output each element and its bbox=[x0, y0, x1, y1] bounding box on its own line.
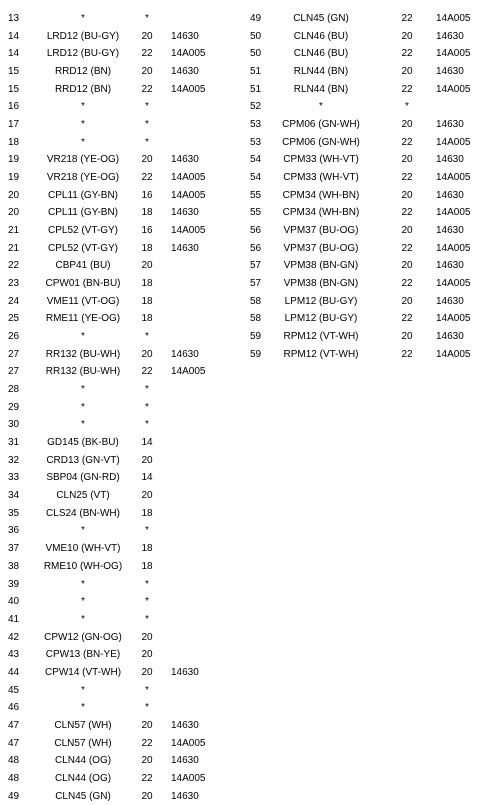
circuit-name: CPM33 (WH-VT) bbox=[283, 154, 359, 166]
wire-gauge: 20 bbox=[401, 295, 413, 307]
part-number: 14A005 bbox=[436, 313, 471, 325]
pin-number: 21 bbox=[8, 242, 20, 254]
pin-number: 21 bbox=[8, 225, 20, 237]
part-number: 14630 bbox=[171, 30, 199, 42]
circuit-name: RME11 (YE-OG) bbox=[45, 313, 121, 325]
pin-number: 47 bbox=[8, 719, 20, 731]
wire-gauge: 22 bbox=[401, 348, 413, 360]
pin-number: 57 bbox=[250, 278, 262, 290]
circuit-name: VPM37 (BU-OG) bbox=[283, 242, 359, 254]
circuit-name: * bbox=[81, 419, 85, 431]
wire-gauge: 18 bbox=[141, 295, 153, 307]
circuit-name: RPM12 (VT-WH) bbox=[283, 331, 359, 343]
wire-gauge: 18 bbox=[141, 242, 153, 254]
circuit-name: LRD12 (BU-GY) bbox=[46, 30, 120, 42]
part-number: 14A005 bbox=[171, 172, 206, 184]
pin-number: 19 bbox=[8, 154, 20, 166]
circuit-name: RR132 (BU-WH) bbox=[45, 366, 121, 378]
circuit-name: RR132 (BU-WH) bbox=[45, 348, 121, 360]
circuit-name: CLN57 (WH) bbox=[54, 719, 112, 731]
circuit-name: CPL52 (VT-GY) bbox=[47, 225, 119, 237]
circuit-name: VR218 (YE-OG) bbox=[46, 154, 120, 166]
circuit-name: * bbox=[81, 119, 85, 131]
circuit-name: * bbox=[81, 578, 85, 590]
circuit-name: CPL11 (GY-BN) bbox=[47, 189, 119, 201]
pin-number: 55 bbox=[250, 189, 262, 201]
pin-number: 27 bbox=[8, 348, 20, 360]
pin-number: 46 bbox=[8, 702, 20, 714]
part-number: 14A005 bbox=[171, 772, 206, 784]
part-number: 14630 bbox=[436, 260, 464, 272]
circuit-name: CRD13 (GN-VT) bbox=[46, 454, 120, 466]
circuit-name: * bbox=[81, 136, 85, 148]
part-number: 14A005 bbox=[436, 207, 471, 219]
pin-number: 25 bbox=[8, 313, 20, 325]
pin-number: 23 bbox=[8, 278, 20, 290]
pin-number: 53 bbox=[250, 119, 262, 131]
wire-gauge: 18 bbox=[141, 278, 153, 290]
pin-number: 14 bbox=[8, 30, 20, 42]
pin-number: 55 bbox=[250, 207, 262, 219]
pin-number: 50 bbox=[250, 48, 262, 60]
circuit-name: RLN44 (BN) bbox=[293, 66, 349, 78]
part-number: 14630 bbox=[171, 790, 199, 802]
wire-gauge: 14 bbox=[141, 472, 153, 484]
wire-gauge: 20 bbox=[401, 154, 413, 166]
circuit-name: * bbox=[81, 702, 85, 714]
pin-number: 54 bbox=[250, 172, 262, 184]
wire-gauge: 22 bbox=[401, 83, 413, 95]
pin-number: 15 bbox=[8, 66, 20, 78]
pin-number: 34 bbox=[8, 490, 20, 502]
wire-gauge: 22 bbox=[401, 313, 413, 325]
circuit-name: CLN25 (VT) bbox=[56, 490, 110, 502]
part-number: 14630 bbox=[436, 66, 464, 78]
wire-gauge: 20 bbox=[401, 119, 413, 131]
wire-gauge: * bbox=[145, 119, 149, 131]
pin-number: 51 bbox=[250, 83, 262, 95]
pin-number: 37 bbox=[8, 543, 20, 555]
circuit-name: * bbox=[81, 401, 85, 413]
wire-gauge: * bbox=[145, 578, 149, 590]
wire-gauge: 22 bbox=[401, 242, 413, 254]
wire-gauge: 22 bbox=[141, 772, 153, 784]
pin-number: 29 bbox=[8, 401, 20, 413]
circuit-name: VPM38 (BN-GN) bbox=[283, 278, 359, 290]
wire-gauge: 22 bbox=[401, 278, 413, 290]
wire-gauge: 22 bbox=[141, 737, 153, 749]
pin-number: 56 bbox=[250, 242, 262, 254]
wire-gauge: 20 bbox=[401, 225, 413, 237]
part-number: 14A005 bbox=[436, 278, 471, 290]
circuit-name: * bbox=[81, 596, 85, 608]
part-number: 14A005 bbox=[171, 225, 206, 237]
wire-gauge: 20 bbox=[141, 631, 153, 643]
pin-number: 18 bbox=[8, 136, 20, 148]
pin-number: 38 bbox=[8, 560, 20, 572]
part-number: 14630 bbox=[436, 331, 464, 343]
part-number: 14630 bbox=[171, 719, 199, 731]
wire-gauge: 20 bbox=[141, 790, 153, 802]
part-number: 14A005 bbox=[436, 172, 471, 184]
circuit-name: * bbox=[81, 331, 85, 343]
pin-number: 49 bbox=[8, 790, 20, 802]
part-number: 14630 bbox=[436, 295, 464, 307]
pin-number: 16 bbox=[8, 101, 20, 113]
part-number: 14630 bbox=[171, 755, 199, 767]
wire-gauge: * bbox=[145, 331, 149, 343]
part-number: 14630 bbox=[171, 154, 199, 166]
circuit-name: LRD12 (BU-GY) bbox=[46, 48, 120, 60]
circuit-name: CLN45 (GN) bbox=[55, 790, 111, 802]
wire-gauge: * bbox=[145, 384, 149, 396]
pin-number: 48 bbox=[8, 772, 20, 784]
part-number: 14A005 bbox=[436, 83, 471, 95]
pin-number: 48 bbox=[8, 755, 20, 767]
pin-number: 33 bbox=[8, 472, 20, 484]
pin-number: 19 bbox=[8, 172, 20, 184]
circuit-name: CLN46 (BU) bbox=[293, 30, 349, 42]
circuit-name: VR218 (YE-OG) bbox=[46, 172, 120, 184]
circuit-name: CPM34 (WH-BN) bbox=[282, 189, 360, 201]
pin-number: 28 bbox=[8, 384, 20, 396]
pin-number: 31 bbox=[8, 437, 20, 449]
part-number: 14630 bbox=[436, 225, 464, 237]
wire-gauge: * bbox=[145, 401, 149, 413]
pin-number: 54 bbox=[250, 154, 262, 166]
wire-gauge: 20 bbox=[141, 66, 153, 78]
wire-gauge: * bbox=[405, 101, 409, 113]
wire-gauge: 14 bbox=[141, 437, 153, 449]
wire-gauge: 16 bbox=[141, 225, 153, 237]
wire-gauge: 20 bbox=[401, 66, 413, 78]
part-number: 14630 bbox=[171, 207, 199, 219]
pin-number: 14 bbox=[8, 48, 20, 60]
wire-gauge: 22 bbox=[141, 48, 153, 60]
circuit-name: CLN44 (OG) bbox=[54, 772, 112, 784]
part-number: 14A005 bbox=[436, 13, 471, 24]
pin-number: 36 bbox=[8, 525, 20, 537]
circuit-name: CPL52 (VT-GY) bbox=[47, 242, 119, 254]
pin-number: 41 bbox=[8, 613, 20, 625]
wire-gauge: 22 bbox=[141, 366, 153, 378]
wire-gauge: 20 bbox=[141, 154, 153, 166]
pin-number: 49 bbox=[250, 13, 262, 24]
pin-number: 32 bbox=[8, 454, 20, 466]
pin-number: 47 bbox=[8, 737, 20, 749]
pin-number: 15 bbox=[8, 83, 20, 95]
circuit-name: CPM33 (WH-VT) bbox=[283, 172, 359, 184]
circuit-name: CPW14 (VT-WH) bbox=[44, 666, 122, 678]
wire-gauge: 20 bbox=[141, 30, 153, 42]
circuit-name: CPM06 (GN-WH) bbox=[282, 119, 360, 131]
part-number: 14A005 bbox=[436, 48, 471, 60]
pin-number: 22 bbox=[8, 260, 20, 272]
part-number: 14A005 bbox=[171, 83, 206, 95]
wire-gauge: 18 bbox=[141, 507, 153, 519]
pin-number: 40 bbox=[8, 596, 20, 608]
wire-gauge: 18 bbox=[141, 207, 153, 219]
wire-gauge: * bbox=[145, 136, 149, 148]
wire-gauge: 22 bbox=[401, 13, 413, 24]
wire-gauge: 20 bbox=[141, 666, 153, 678]
pin-number: 59 bbox=[250, 348, 262, 360]
part-number: 14630 bbox=[171, 242, 199, 254]
circuit-name: LPM12 (BU-GY) bbox=[284, 295, 358, 307]
wire-gauge: 20 bbox=[141, 490, 153, 502]
part-number: 14630 bbox=[171, 666, 199, 678]
wire-gauge: * bbox=[145, 613, 149, 625]
wire-gauge: 18 bbox=[141, 313, 153, 325]
part-number: 14A005 bbox=[436, 242, 471, 254]
wire-gauge: 20 bbox=[141, 649, 153, 661]
circuit-name: * bbox=[81, 684, 85, 696]
circuit-name: CPL11 (GY-BN) bbox=[47, 207, 119, 219]
wire-gauge: 20 bbox=[141, 719, 153, 731]
wire-gauge: 20 bbox=[401, 331, 413, 343]
circuit-name: CLN57 (WH) bbox=[54, 737, 112, 749]
wire-gauge: 22 bbox=[401, 48, 413, 60]
pin-number: 27 bbox=[8, 366, 20, 378]
wire-gauge: 20 bbox=[141, 348, 153, 360]
pin-number: 57 bbox=[250, 260, 262, 272]
pin-number: 44 bbox=[8, 666, 20, 678]
wire-gauge: * bbox=[145, 419, 149, 431]
circuit-name: CLN44 (OG) bbox=[54, 755, 112, 767]
wire-gauge: 20 bbox=[141, 454, 153, 466]
pin-number: 17 bbox=[8, 119, 20, 131]
wire-gauge: 22 bbox=[401, 207, 413, 219]
pin-number: 43 bbox=[8, 649, 20, 661]
circuit-name: CLN46 (BU) bbox=[293, 48, 349, 60]
part-number: 14A005 bbox=[171, 48, 206, 60]
part-number: 14A005 bbox=[436, 136, 471, 148]
pin-number: 56 bbox=[250, 225, 262, 237]
part-number: 14630 bbox=[436, 154, 464, 166]
circuit-name: LPM12 (BU-GY) bbox=[284, 313, 358, 325]
pin-number: 53 bbox=[250, 136, 262, 148]
wire-gauge: 20 bbox=[401, 30, 413, 42]
circuit-name: RRD12 (BN) bbox=[54, 83, 112, 95]
pin-number: 13 bbox=[8, 13, 20, 24]
wire-gauge: 22 bbox=[141, 172, 153, 184]
pin-number: 30 bbox=[8, 419, 20, 431]
circuit-name: CPW13 (BN-YE) bbox=[45, 649, 121, 661]
circuit-name: RRD12 (BN) bbox=[54, 66, 112, 78]
circuit-name: * bbox=[319, 101, 323, 113]
pin-number: 58 bbox=[250, 313, 262, 325]
wire-gauge: * bbox=[145, 684, 149, 696]
circuit-name: * bbox=[81, 613, 85, 625]
pin-number: 26 bbox=[8, 331, 20, 343]
wire-gauge: 16 bbox=[141, 189, 153, 201]
pin-number: 50 bbox=[250, 30, 262, 42]
part-number: 14630 bbox=[171, 66, 199, 78]
pin-number: 59 bbox=[250, 331, 262, 343]
wire-gauge: * bbox=[145, 596, 149, 608]
part-number: 14630 bbox=[436, 30, 464, 42]
pin-number: 45 bbox=[8, 684, 20, 696]
wire-gauge: * bbox=[145, 702, 149, 714]
circuit-name: * bbox=[81, 101, 85, 113]
wire-gauge: 18 bbox=[141, 560, 153, 572]
pin-number: 20 bbox=[8, 189, 20, 201]
circuit-name: SBP04 (GN-RD) bbox=[46, 472, 120, 484]
part-number: 14A005 bbox=[171, 737, 206, 749]
circuit-name: * bbox=[81, 525, 85, 537]
pin-number: 42 bbox=[8, 631, 20, 643]
wire-gauge: * bbox=[145, 13, 149, 24]
circuit-name: VPM38 (BN-GN) bbox=[283, 260, 359, 272]
pin-number: 39 bbox=[8, 578, 20, 590]
circuit-name: RLN44 (BN) bbox=[293, 83, 349, 95]
circuit-name: VME10 (WH-VT) bbox=[45, 543, 121, 555]
circuit-name: CBP41 (BU) bbox=[55, 260, 111, 272]
part-number: 14630 bbox=[171, 348, 199, 360]
part-number: 14A005 bbox=[171, 189, 206, 201]
circuit-name: RME10 (WH-OG) bbox=[43, 560, 123, 572]
wire-gauge: 20 bbox=[401, 260, 413, 272]
part-number: 14630 bbox=[436, 119, 464, 131]
wire-gauge: * bbox=[145, 101, 149, 113]
circuit-name: VPM37 (BU-OG) bbox=[283, 225, 359, 237]
circuit-name: CPW01 (BN-BU) bbox=[45, 278, 121, 290]
circuit-name: CPM06 (GN-WH) bbox=[282, 136, 360, 148]
pin-number: 35 bbox=[8, 507, 20, 519]
part-number: 14630 bbox=[436, 189, 464, 201]
pin-number: 58 bbox=[250, 295, 262, 307]
pin-number: 20 bbox=[8, 207, 20, 219]
wire-gauge: 20 bbox=[141, 260, 153, 272]
part-number: 14A005 bbox=[436, 348, 471, 360]
circuit-name: CLS24 (BN-WH) bbox=[46, 507, 120, 519]
circuit-name: * bbox=[81, 384, 85, 396]
wire-gauge: 22 bbox=[401, 136, 413, 148]
circuit-name: RPM12 (VT-WH) bbox=[283, 348, 359, 360]
circuit-name: GD145 (BK-BU) bbox=[47, 437, 119, 449]
wire-gauge: 22 bbox=[401, 172, 413, 184]
circuit-name: * bbox=[81, 13, 85, 24]
wire-gauge: 20 bbox=[401, 189, 413, 201]
pin-number: 52 bbox=[250, 101, 262, 113]
pin-number: 51 bbox=[250, 66, 262, 78]
circuit-name: CPW12 (GN-OG) bbox=[44, 631, 122, 643]
wire-gauge: 18 bbox=[141, 543, 153, 555]
circuit-name: CLN45 (GN) bbox=[293, 13, 349, 24]
pin-number: 24 bbox=[8, 295, 20, 307]
wire-gauge: 22 bbox=[141, 83, 153, 95]
wire-gauge: 20 bbox=[141, 755, 153, 767]
circuit-name: CPM34 (WH-BN) bbox=[282, 207, 360, 219]
part-number: 14A005 bbox=[171, 366, 206, 378]
wire-gauge: * bbox=[145, 525, 149, 537]
circuit-name: VME11 (VT-OG) bbox=[46, 295, 120, 307]
